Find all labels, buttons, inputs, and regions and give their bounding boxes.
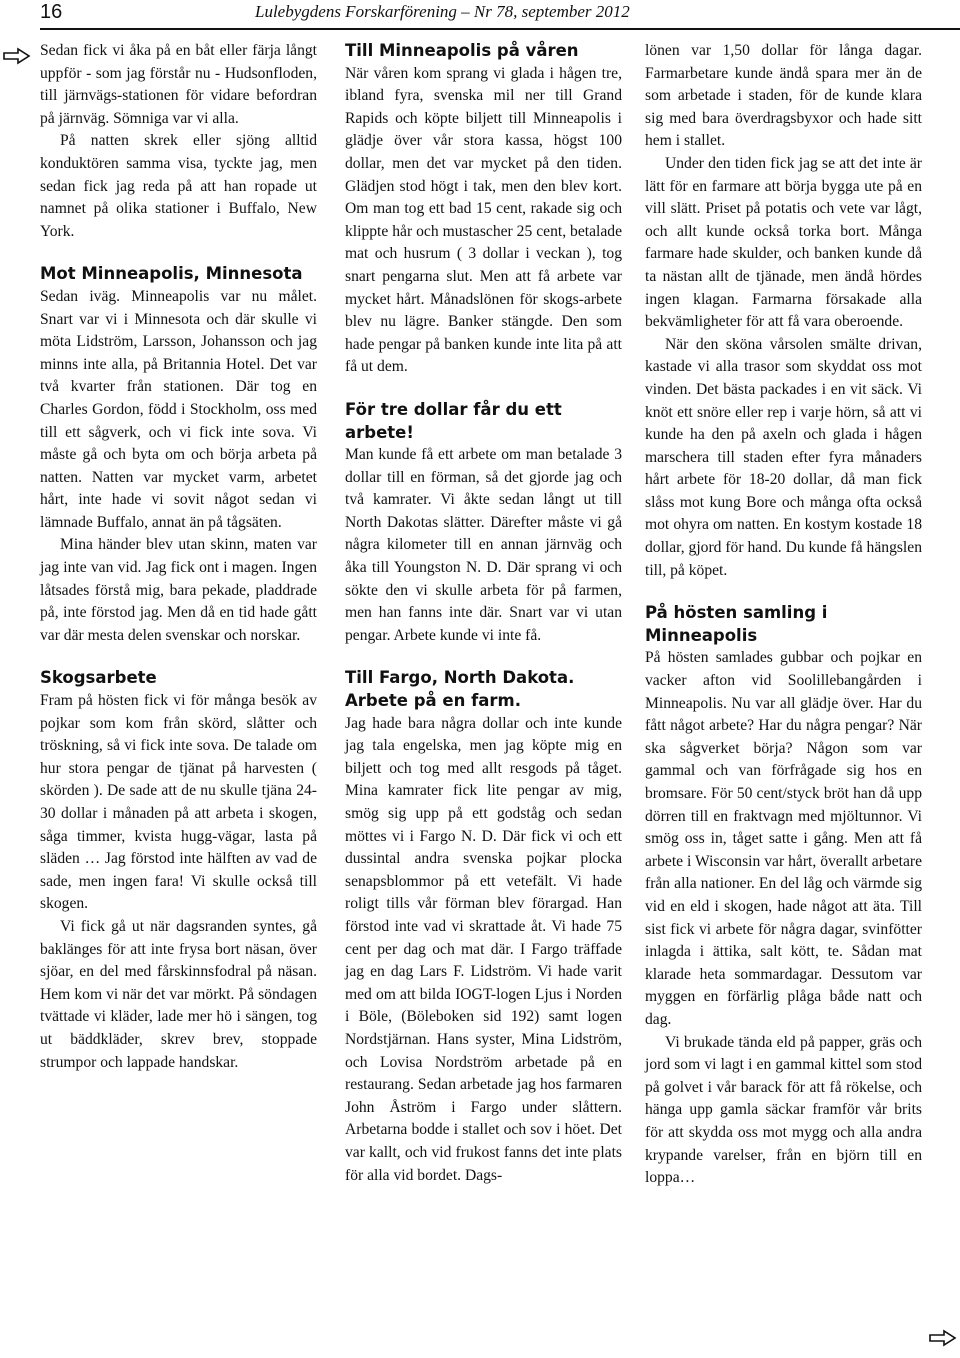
section-heading: Mot Minneapolis, Minnesota xyxy=(40,264,303,284)
paragraph: Vi fick gå ut när dagsranden syntes, gå baklänges för att inte frysa bort näsan, över sjöar, en del med fårskinnsfodral på näsan. Hem kom vi när det var mörkt. På söndagen tvättade vi kläder, lade mer hö i sängen, tog ut bäddkläder, skrev brev, stoppade strumpor och lappade handskar. xyxy=(40,917,317,1071)
right-arrow-icon xyxy=(928,1328,958,1348)
column-3 xyxy=(645,40,922,1190)
paragraph: Jag hade bara några dollar och inte kunde jag tala engelska, men jag köpte mig en biljett och tog med allt resgods på tåget. Mina kamrater fick lite pengar av mig, smög sig upp på ett godståg och sedan möttes vi i Fargo N. D. Där fick vi och ett dussintal andra svenska pojkar plocka senapsblommor på ett vetefält. Vi hade roligt tills vår förman blev förargad. Han förstod inte vad vi skrattade åt. Vi hade 75 cent per dag och mat där. I Fargo träffade jag en dag Lars F. Lidström. Vi hade varit med om att bilda IOGT-logen Ljus i Norden i Böle, (Böleboken sid 192) samt logen Nordstjärnan. Hans syster, Mina Lidström, och Lovisa Nordström arbetade på en restaurang. Sedan arbetade jag hos farmaren John Åström i Fargo under slåttern. Arbetarna bodde i stallet och sov i höet. Det var kallt, och vid frukost fanns det inte plats för alla vid bordet. Dags- xyxy=(345,714,622,1184)
paragraph: Man kunde få ett arbete om man betalade 3 dollar till en förman, så det gjorde jag och två kamrater. Vi åkte sedan långt ut till North Dakotas slätter. Därefter måste vi gå några kilometer till en annan järnväg och åka till Youngston N. D. Där sprang vi och sökte den vi skulle arbeta för på farmen, men han fanns inte där. Snart var vi utan pengar. Arbete kunde vi inte få. xyxy=(345,446,622,644)
section-heading: För tre dollar får du ett arbete! xyxy=(345,399,562,442)
paragraph: På hösten samlades gubbar och pojkar en vacker afton vid Soolillebangården i Minneapolis. Nu var all glädje över. Har du fått något arbete? Har du några pengar? När ska sågverket börja? Någon som var gammal och van förfrågade sig hos en bromsare. För 50 cent/styck bröt han då upp dörren till en fraktvagn med mjöltunnor. Vi smög oss in, tåget satte i gång. Men att få arbete i Wisconsin var hårt, överallt arbetare från alla nationer. En del låg och värmde sig vid en eld i skogen, hade något att äta. Till sist fick vi arbete för några dagar, svinfötter inlagda i ättika, salt kött, te. Sådan mat klarade heta sommardagar. Dessutom var myggen en förfärlig plåga både natt och dag. xyxy=(645,649,922,1028)
column-2 xyxy=(345,40,622,1187)
header-rule xyxy=(40,28,960,30)
section-heading: På hösten samling i Minneapolis xyxy=(645,603,828,645)
paragraph: Fram på hösten fick vi för många besök av pojkar som kom från skörd, slåtter och tröskning, så vi fick inte sova. De talade om hur stora pengar de tjänat på harvesten ( skörden ). De sade att de nu skulle tjäna 24-30 dollar i månaden på att arbeta i skogen, såga timmer, kvista hugg-vägar, lasta på släden … Jag förstod inte hälften av vad de sade, men ingen fara! Vi skulle också till skogen. xyxy=(40,692,317,913)
paragraph: Sedan fick vi åka på en båt eller färja långt uppför - som jag förstår nu - Hudsonfloden, till järnvägs-stationen för vidare befordran på järnväg. Sömniga var vi alla. xyxy=(40,42,317,127)
page-header xyxy=(0,0,960,30)
section-heading: Skogsarbete xyxy=(40,668,157,688)
paragraph: Mina händer blev utan skinn, maten var jag inte van vid. Jag fick ont i magen. Ingen låtsades förstå mig, bara pekade, pladdrade på, inte förstod jag. Men då en tid hade gått var där mesta delen svenskar och norskar. xyxy=(40,536,317,644)
right-arrow-icon xyxy=(2,46,32,66)
paragraph: Vi brukade tända eld på papper, gräs och jord som vi lagt i en gammal kittel som stod på golvet i vår barack för att få rökelse, och hänga upp gamla säckar framför vår brits för att skydda oss mot mygg och alla andra krypande varelser, från en björn till en loppa… xyxy=(645,1033,922,1187)
column-1 xyxy=(40,40,317,1074)
paragraph: Sedan iväg. Minneapolis var nu målet. Snart var vi i Minnesota och där skulle vi möta Lidström, Larsson, Johansson och jag minns inte alla, på Britannia Hotel. Det var två kvarter från stationen. Där tog en Charles Gordon, född i Stockholm, oss med till ett sågverk, och vi fick inte sova. Vi måste gå och byta om och börja arbeta på natten. Natten var mycket varm, arbetet hårt, inte hade vi sovit något sedan vi lämnade Buffalo, annat än på tågsäten. xyxy=(40,287,317,531)
paragraph: När den sköna vårsolen smälte drivan, kastade vi alla trasor som skyddat oss mot vinden. Det bästa packades i en vit säck. Vi knöt ett snöre eller rep i varje hörn, så att vi kunde ha den på axeln och glada i hågen marschera till staden efter fyra månaders hårt arbete för 18-20 dollar, då man fick slåss mot kung Bore och många ofta också mot ohyra om natten. En kostym kostade 18 dollar, gjord för hand. Du kunde få hängslen till, på köpet. xyxy=(645,335,922,579)
paragraph: Under den tiden fick jag se att det inte är lätt för en farmare att börja bygga ute på en vill slätt. Priset på potatis och vete var lågt, och allt kunde också torka bort. Många farmare hade skulder, och banken kunde då ta nästan allt de tjänade, men ändå hördes ingen klagan. Farmarna försakade alla bekvämligheter för att få vara oberoende. xyxy=(645,154,922,331)
paragraph: På natten skrek eller sjöng alltid konduktören samma visa, tyckte jag, men sedan fick jag reda på att han ropade ut namnet på olika stationer i Buffalo, New York. xyxy=(40,132,317,240)
section-heading: Till Minneapolis på våren xyxy=(345,41,579,60)
paragraph: När våren kom sprang vi glada i hågen tre, ibland fyra, svenska mil ner till Grand Rapids och köpte biljett till Minneapolis i glädje över vår stora kassa, högst 100 dollar, men det var mycket på den tiden. Glädjen stod högt i tak, men den blev kort. Om man tog ett bad 15 cent, rakade sig och klippte hår och mustascher 25 cent, betalade mat och husrum ( 3 dollar i veckan ), tog snart pengarna slut. Men att få arbete var mycket hårt. Månadslönen för skogs-arbete blev nu lägre. Banker stängde. Den som hade pengar på banken kunde inte lita på att få ut dem. xyxy=(345,64,622,376)
journal-title: Lulebygdens Forskarförening – Nr 78, september 2012 xyxy=(255,2,630,21)
page-number: 16 xyxy=(40,1,63,23)
paragraph: lönen var 1,50 dollar för långa dagar. Farmarbetare kunde ändå spara mer än de som arbetade i staden, för de kunde klara sig med bara överdragsbyxor och hade sitt hem i stallet. xyxy=(645,42,922,150)
section-heading: Till Fargo, North Dakota. Arbete på en farm. xyxy=(345,668,575,711)
